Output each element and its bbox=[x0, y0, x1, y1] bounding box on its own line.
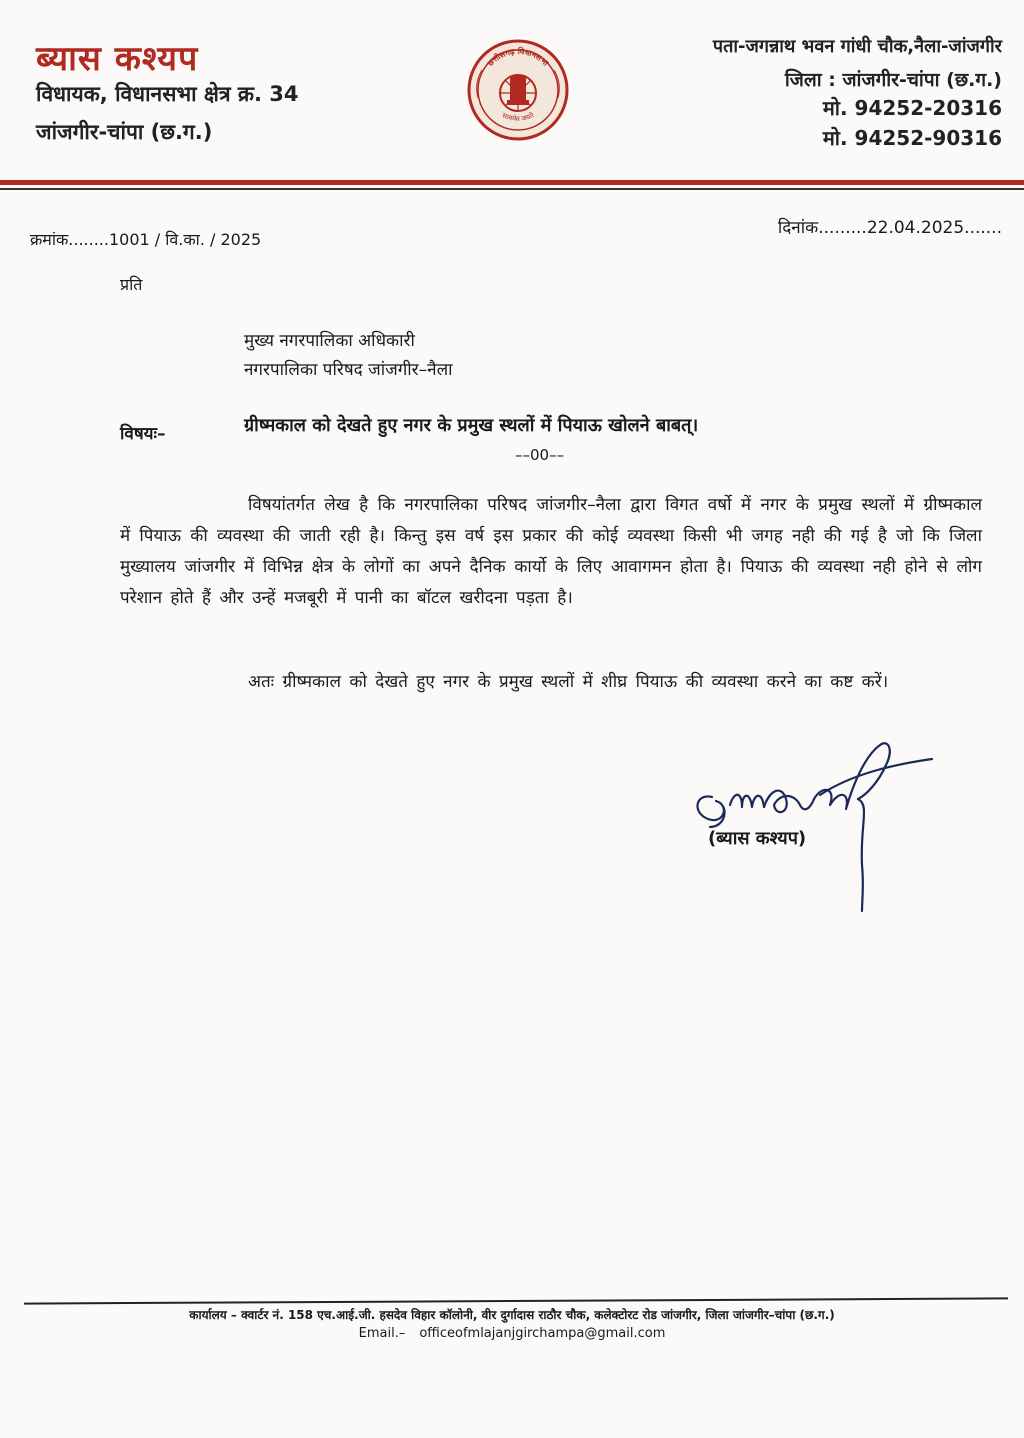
address-line-1: पता-जगन्नाथ भवन गांधी चौक,नैला-जांजगीर bbox=[712, 36, 1002, 57]
footer-email-label: Email.– bbox=[358, 1326, 406, 1341]
footer-email-line bbox=[0, 1326, 1024, 1341]
subject-label: विषयः– bbox=[120, 424, 166, 444]
mla-district: जांजगीर-चांपा (छ.ग.) bbox=[36, 120, 213, 144]
footer-office-address: कार्यालय – क्वार्टर नं. 158 एच.आई.जी. हसदेव विहार कॉलोनी, वीर दुर्गादास राठौर चौक, कलेक्टोरट रोड जांजगीर, जिला जांजगीर–चांपा (छ.ग.) bbox=[189, 1308, 835, 1322]
handwritten-signature bbox=[690, 735, 940, 915]
mla-designation: विधायक, विधानसभा क्षेत्र क्र. 34 bbox=[36, 82, 299, 106]
recipient-organization: नगरपालिका परिषद जांजगीर–नैला bbox=[244, 360, 453, 380]
footer-email-address[interactable]: officeofmlajanjgirchampa@gmail.com bbox=[419, 1326, 666, 1341]
seal-top-text: छत्तीसगढ़ विधानसभा bbox=[485, 46, 551, 68]
reference-number: क्रमांक........1001 / वि.का. / 2025 bbox=[30, 230, 262, 249]
assembly-seal-icon bbox=[466, 38, 570, 142]
mobile-number-2: मो. 94252-90316 bbox=[822, 126, 1002, 150]
body-paragraph-1: विषयांतर्गत लेख है कि नगरपालिका परिषद जांजगीर–नैला द्वारा विगत वर्षो में नगर के प्रमुख स्थलों में ग्रीष्मकाल में पियाऊ की व्यवस्था की जाती रही है। किन्तु इस वर्ष इस प्रकार की कोई व्यवस्था किसी भी जगह नही की गई है जो कि जिला मुख्यालय जांजगीर में विभिन्न क्षेत्र के लोगों का अपने दैनिक कार्यो के लिए आवागमन होता है। पियाऊ की व्यवस्था नही होने से लोग परेशान होते हैं और उन्हें मजबूरी में पानी का बॉटल खरीदना पड़ता है। bbox=[120, 495, 982, 608]
subject-text: ग्रीष्मकाल को देखते हुए नगर के प्रमुख स्थलों में पियाऊ खोलने बाबत्। bbox=[244, 415, 699, 436]
mla-name: ब्यास कश्यप bbox=[36, 39, 199, 79]
footer-divider bbox=[24, 1297, 1008, 1304]
mobile-number-1: मो. 94252-20316 bbox=[822, 96, 1002, 120]
recipient-title: मुख्य नगरपालिका अधिकारी bbox=[244, 331, 415, 351]
body-paragraph-2: अतः ग्रीष्मकाल को देखते हुए नगर के प्रमुख स्थलों में शीघ्र पियाऊ की व्यवस्था करने का कष्ट करें। bbox=[248, 672, 889, 692]
header-divider bbox=[0, 180, 1024, 185]
letter-date: दिनांक.........22.04.2025....... bbox=[777, 218, 1002, 238]
header-divider-thin bbox=[0, 188, 1024, 190]
signer-name: (ब्यास कश्यप) bbox=[708, 828, 807, 849]
address-line-2: जिला : जांजगीर-चांपा (छ.ग.) bbox=[784, 69, 1002, 91]
to-label: प्रति bbox=[120, 275, 143, 294]
seal-bottom-text: सत्यमेव जयते bbox=[500, 111, 536, 124]
subject-separator: ––00–– bbox=[515, 446, 565, 464]
